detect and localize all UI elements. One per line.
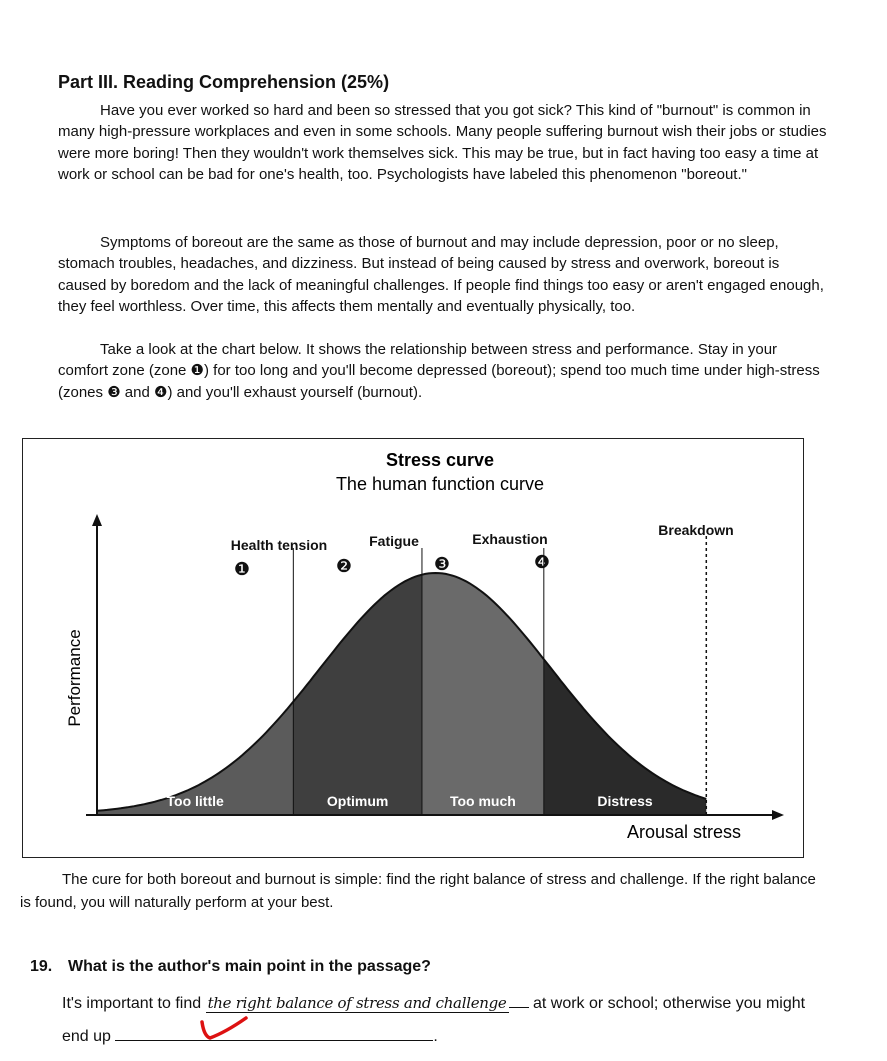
answer-end-period: . [433, 1028, 438, 1045]
section-heading: Part III. Reading Comprehension (25%) [58, 72, 390, 92]
answer-line2-prefix: end up [62, 1028, 111, 1045]
zone-marker-4: ❹ [533, 552, 551, 572]
zone-label-3: Too much [449, 793, 516, 809]
chart-title: Stress curve [385, 450, 495, 470]
stress-curve-chart [22, 438, 804, 858]
chart-subtitle: The human function curve [335, 474, 545, 494]
paragraph-3: Take a look at the chart below. It shows the relationship between stress and performance. Stay in your comfort zone (zone ❶) for too long and you'll become depressed (boreout); spend too much time under high-stress (zones ❸ and ❹) and you'll exhaust yourself (burnout). [58, 341, 820, 401]
red-check-mark [198, 1014, 250, 1044]
stage-label-fatigue: Fatigue [369, 533, 419, 549]
y-axis-label: Performance [65, 629, 84, 727]
chart-svg [22, 438, 804, 858]
stage-label-exhaustion: Exhaustion [472, 531, 548, 547]
conclusion-paragraph: The cure for both boreout and burnout is simple: find the right balance of stress and challenge. If the right balance is found, you will naturally perform at your best. [20, 871, 816, 912]
zone-marker-2: ❷ [335, 556, 353, 576]
answer-prefix: It's important to find [62, 995, 202, 1012]
zone-label-4: Distress [597, 793, 653, 809]
paragraph-1: Have you ever worked so hard and been so stressed that you got sick? This kind of "burnout" is common in many high-pressure workplaces and even in some schools. Many people suffering burnout wish their jobs or studies were more boring! Then they wouldn't work themselves sick. This may be true, but in fact having too easy a time at work or school can be bad for one's health, too. Psychologists have labeled this phenomenon "boreout." [58, 102, 827, 183]
zone-marker-3: ❸ [433, 554, 451, 574]
answer-line-1 [62, 994, 805, 1013]
zone-label-2: Optimum [326, 793, 389, 809]
question-19 [30, 958, 431, 976]
stage-label-breakdown: Breakdown [658, 522, 734, 538]
zone-label-1: Too little [166, 793, 224, 809]
answer-blank-2[interactable] [115, 1040, 433, 1041]
stage-label-health-tension: Health tension [230, 537, 328, 553]
question-number: 19. [30, 958, 53, 975]
question-text: What is the author's main point in the passage? [68, 958, 431, 975]
answer-blank-tail [509, 1007, 529, 1008]
zone-marker-1: ❶ [233, 559, 251, 579]
answer-suffix: at work or school; otherwise you might [532, 995, 806, 1012]
x-axis-label: Arousal stress [626, 822, 742, 842]
paragraph-2: Symptoms of boreout are the same as those of burnout and may include depression, poor or no sleep, stomach troubles, headaches, and dizziness. But instead of being caused by stress and overwork, boreout is caused by boredom and the lack of meaningful challenges. If people find things too easy or aren't engaged enough, they feel worthless. Over time, this affects them mentally and eventually physically, too. [58, 234, 824, 315]
handwritten-answer: the right balance of stress and challenge [207, 994, 507, 1012]
